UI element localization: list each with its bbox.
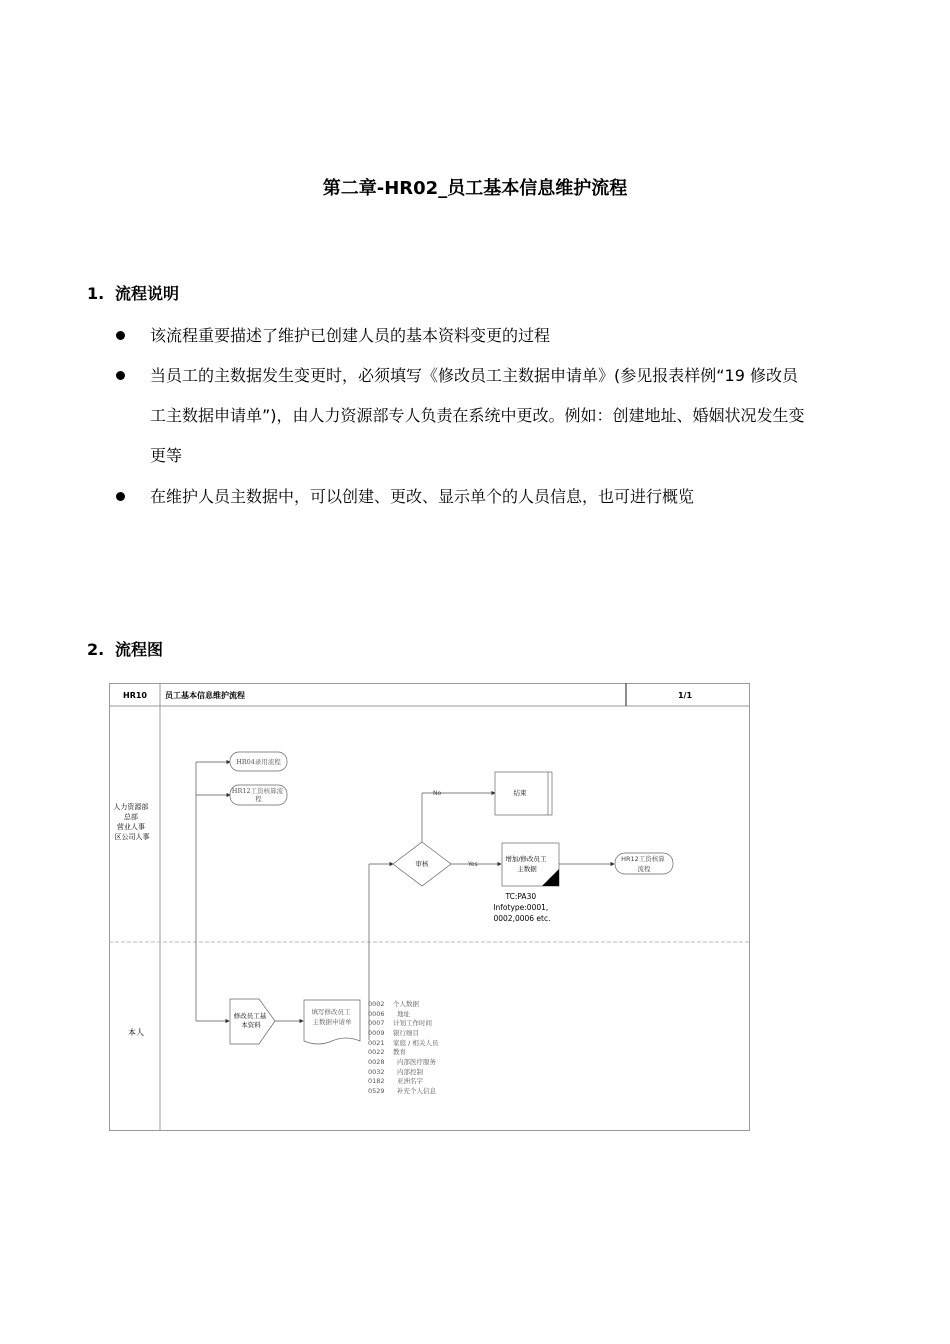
infotype-code: 0028 <box>368 1058 385 1066</box>
section-1-number: 1. <box>87 284 105 303</box>
section-2-heading <box>87 637 163 660</box>
node-hr12-calc-label: HR12工资核算流 程 <box>231 787 284 803</box>
section-2-number: 2. <box>87 640 105 659</box>
infotype-code: 0002 <box>368 1000 385 1008</box>
infotype-name: 家庭 / 相关人员 <box>393 1039 439 1047</box>
bullet-text <box>150 316 875 356</box>
infotype-name: 内部控制 <box>397 1068 423 1076</box>
bullet-dot-icon <box>116 492 125 501</box>
node-hr04-label: HR04录用流程 <box>236 758 281 766</box>
node-hr12-right-label: HR12工资核算 流程 <box>621 855 665 873</box>
flowchart <box>109 683 751 1132</box>
infotype-code: 0009 <box>368 1029 385 1037</box>
bullet-text <box>150 356 875 476</box>
node-maintain-label: 增加/修改员工 主数据 <box>505 855 547 873</box>
bullet-line: 在维护人员主数据中，可以创建、更改、显示单个的人员信息，也可进行概览 <box>150 487 695 506</box>
lane-self-label: 本人 <box>128 1028 144 1037</box>
infotype-name: 个人数据 <box>393 1000 419 1008</box>
bullet-line: 当员工的主数据发生变更时，必须填写《修改员工主数据申请单》(参见报表样例“19 修改员 <box>150 366 798 385</box>
document-title: 第二章-HR02_员工基本信息维护流程 <box>322 178 628 199</box>
label-no: No <box>433 790 442 797</box>
tc-note: TC:PA30 Infotype:0001, 0002,0006 etc. <box>493 892 551 923</box>
infotype-code: 0182 <box>368 1077 385 1085</box>
node-review-label: 审核 <box>415 860 429 868</box>
infotype-code: 0021 <box>368 1039 385 1047</box>
section-1-heading <box>87 281 179 304</box>
infotype-name: 地址 <box>397 1010 410 1018</box>
label-yes: Yes <box>468 861 478 868</box>
bullet-line: 该流程重要描述了维护已创建人员的基本资料变更的过程 <box>150 326 551 345</box>
infotype-list <box>368 999 439 1095</box>
bullet-line: 工主数据申请单”)，由人力资源部专人负责在系统中更改。例如：创建地址、婚姻状况发生变 <box>150 406 805 425</box>
section-2-title: 流程图 <box>115 640 164 659</box>
infotype-name: 计划工作时间 <box>393 1019 432 1027</box>
node-end-label: 结束 <box>513 789 527 797</box>
node-form-label: 填写修改员工 主数据申请单 <box>311 1008 352 1026</box>
infotype-code: 0007 <box>368 1019 385 1027</box>
bullet-dot-icon <box>116 331 125 340</box>
infotype-name: 教育 <box>393 1048 406 1056</box>
infotype-code: 0022 <box>368 1048 385 1056</box>
bullet-text <box>150 477 875 517</box>
infotype-name: 补充个人信息 <box>397 1087 436 1095</box>
infotype-name: 亚洲名字 <box>397 1077 423 1085</box>
infotype-name: 内部医疗服务 <box>397 1058 436 1066</box>
lane-hr-label: 人力资源部 总部 营业人事 区公司人事 <box>113 803 150 841</box>
bullet-dot-icon <box>116 371 125 380</box>
header-page: 1/1 <box>677 691 693 700</box>
infotype-name: 银行细目 <box>393 1029 419 1037</box>
section-1-title: 流程说明 <box>115 284 180 303</box>
header-code: HR10 <box>123 691 147 700</box>
bullet-line: 更等 <box>150 446 183 465</box>
node-modify-label: 修改员工基 本资料 <box>233 1012 267 1029</box>
infotype-code: 0529 <box>368 1087 385 1095</box>
header-title: 员工基本信息维护流程 <box>165 691 245 700</box>
infotype-code: 0006 <box>368 1010 385 1018</box>
infotype-code: 0032 <box>368 1068 385 1076</box>
